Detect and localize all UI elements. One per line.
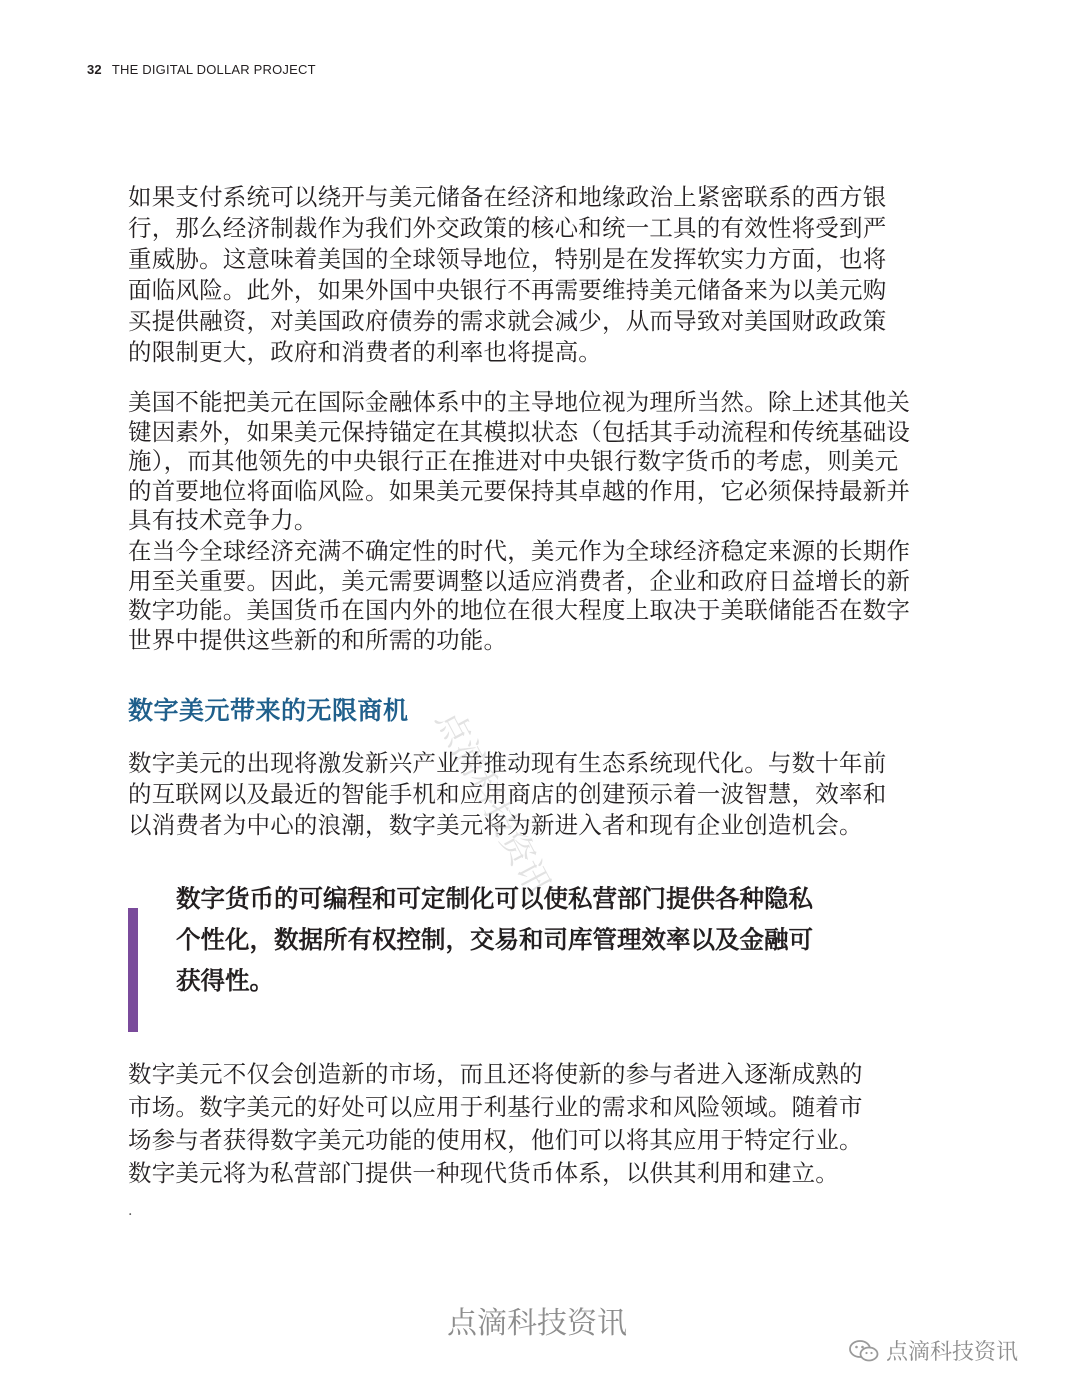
quote-line: 个性化，数据所有权控制，交易和司库管理效率以及金融可 [176,925,813,954]
wechat-account-name: 点滴科技资讯 [886,1340,1019,1365]
stray-mark: . [128,1203,133,1219]
wechat-icon [848,1339,880,1363]
paragraph-new-markets [128,1058,953,1190]
text-line: 的首要地位将面临风险。如果美元要保持其卓越的作用，它必须保持最新并 [128,476,911,505]
text-line: 以消费者为中心的浪潮，数字美元将为新进入者和现有企业创造机会。 [128,811,863,839]
paragraph-opportunities [128,748,953,841]
page-number: 32 [87,62,102,77]
text-line: 买提供融资，对美国政府债券的需求就会减少，从而导致对美国财政政策 [128,307,887,335]
text-line: 施），而其他领先的中央银行正在推进对中央银行数字货币的考虑，则美元 [128,447,899,475]
bottom-watermark: 点滴科技资讯 [447,1306,627,1341]
text-line: 数字美元不仅会创造新的市场，而且还将使新的参与者进入逐渐成熟的 [128,1060,863,1088]
paragraph-sanctions [128,182,953,368]
paragraph-dominance [128,388,953,536]
text-line: 数字功能。美国货币在国内外的地位在很大程度上取决于美联储能否在数字 [128,596,911,624]
text-line: 行，那么经济制裁作为我们外交政策的核心和统一工具的有效性将受到严 [128,214,887,242]
text-line: 美国不能把美元在国际金融体系中的主导地位视为理所当然。除上述其他关 [128,388,911,416]
text-line: 用至关重要。因此，美元需要调整以适应消费者，企业和政府日益增长的新 [128,566,911,595]
text-line: 键因素外，如果美元保持锚定在其模拟状态（包括其手动流程和传统基础设 [128,417,911,446]
document-title: THE DIGITAL DOLLAR PROJECT [111,62,316,77]
text-line: 如果支付系统可以绕开与美元储备在经济和地缘政治上紧密联系的西方银 [128,183,887,211]
text-line: 重威胁。这意味着美国的全球领导地位，特别是在发挥软实力方面，也将 [128,245,887,273]
quote-line: 数字货币的可编程和可定制化可以使私营部门提供各种隐私 [176,884,813,913]
wechat-account-badge [848,1335,1018,1366]
text-line: 市场。数字美元的好处可以应用于利基行业的需求和风险领域。随着市 [128,1093,863,1121]
text-line: 的互联网以及最近的智能手机和应用商店的创建预示着一波智慧，效率和 [128,780,887,808]
text-line: 的限制更大，政府和消费者的利率也将提高。 [128,338,602,366]
diagonal-watermark: 点滴科技资讯 [427,703,559,903]
section-heading: 数字美元带来的无限商机 [128,696,409,725]
text-line: 具有技术竞争力。 [128,506,318,534]
text-line: 数字美元的出现将激发新兴产业并推动现有生态系统现代化。与数十年前 [128,749,887,777]
text-line: 面临风险。此外，如果外国中央银行不再需要维持美元储备来为以美元购 [128,276,887,304]
text-line: 在当今全球经济充满不确定性的时代，美元作为全球经济稳定来源的长期作 [128,537,911,565]
text-line: 场参与者获得数字美元功能的使用权，他们可以将其应用于特定行业。 [128,1126,863,1154]
text-line: 世界中提供这些新的和所需的功能。 [128,625,508,654]
page-header [87,62,316,77]
paragraph-uncertainty [128,537,953,655]
text-line: 数字美元将为私营部门提供一种现代货币体系，以供其利用和建立。 [128,1159,839,1187]
pull-quote [128,878,938,1033]
quote-line: 获得性。 [176,966,274,995]
quote-accent-bar [128,908,138,1032]
pull-quote-text [176,878,936,1001]
